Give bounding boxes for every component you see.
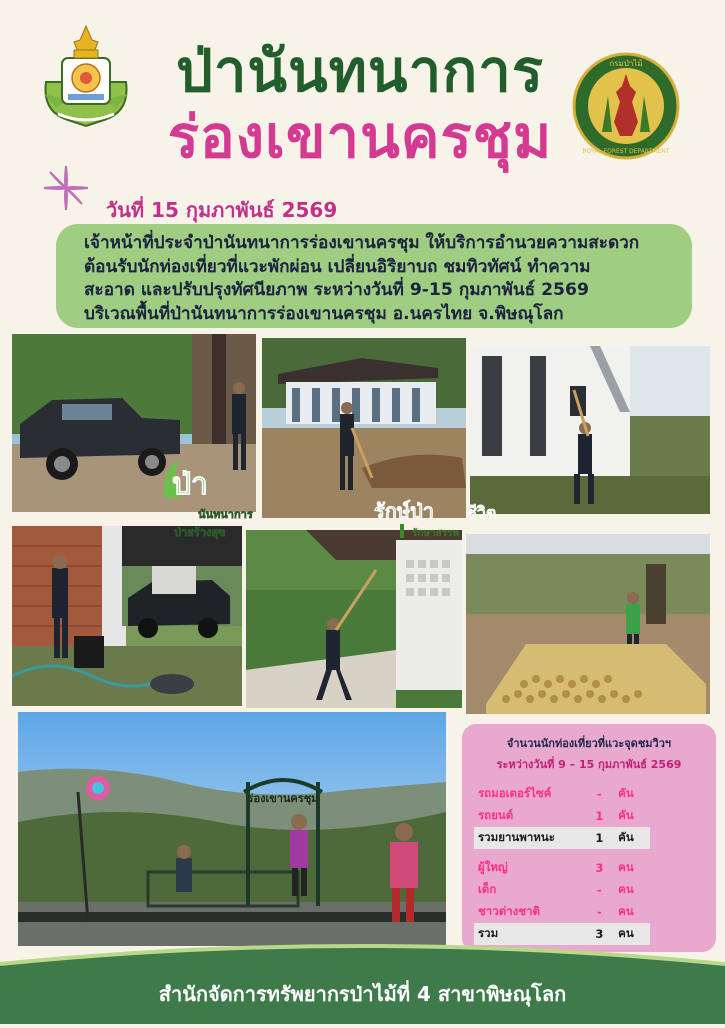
info-line-3: สะอาด และปรับปรุงทัศนียภาพ ระหว่างวันที่ 9-15 กุมภาพันธ์ 2569 <box>84 280 589 300</box>
brand-logo-pa-nanthanakan <box>158 452 278 542</box>
stat-unit: คน <box>618 882 634 896</box>
event-date: วันที่ 15 กุมภาพันธ์ 2569 <box>106 198 338 222</box>
stat-label: รวม <box>474 923 585 945</box>
table-spacer <box>474 849 650 857</box>
photo-bamboo-pile <box>466 534 710 714</box>
stat-unit: คัน <box>614 827 650 849</box>
table-row <box>474 901 650 923</box>
brand-left-word-2: นันทนาการ <box>198 508 253 521</box>
table-row <box>474 783 650 805</box>
stat-label: รถยนต์ <box>478 808 514 822</box>
stats-header: จำนวนนักท่องเที่ยวที่แวะจุดชมวิวฯ <box>506 737 672 750</box>
stat-unit: คน <box>618 904 634 918</box>
stats-date-range: ระหว่างวันที่ 9 – 15 กุมภาพันธ์ 2569 <box>496 758 682 771</box>
table-row-vehicle-total <box>474 827 650 849</box>
photo-sweeping-roof <box>246 530 462 708</box>
stat-value: 1 <box>595 809 604 823</box>
stat-unit: คัน <box>618 808 634 822</box>
visitor-stats-box <box>462 724 716 952</box>
brand-right-word-1: รักษ์ป่า <box>374 499 434 523</box>
info-line-4: บริเวณพื้นที่ป่านันทนาการร่องเขานครชุม อ.นครไทย จ.พิษณุโลก <box>84 303 564 324</box>
stat-unit: คัน <box>618 786 634 800</box>
info-box <box>56 224 692 328</box>
photo-watering <box>12 526 242 706</box>
stat-value: 1 <box>585 827 615 849</box>
title-line-1: ป่านันทนาการ <box>176 37 544 105</box>
photo-viewpoint-tourists <box>18 712 446 946</box>
stat-label: รวมยานพาหนะ <box>474 827 585 849</box>
info-line-2: ต้อนรับนักท่องเที่ยวที่แวะพักผ่อน เปลี่ยนอิริยาบถ ชมทิวทัศน์ ทำความ <box>84 256 591 277</box>
brand-right-word-3: รักษาสรรพ <box>412 528 460 539</box>
photo-pavilion-sweeping <box>262 338 466 518</box>
table-row <box>474 805 650 827</box>
viewpoint-sign-text: ร่องเขานครชุม <box>247 792 319 805</box>
brand-left-word-3: ป่าสร้างสุข <box>174 526 226 539</box>
info-line-1: เจ้าหน้าที่ประจำป่านันทนาการร่องเขานครชุม ให้บริการอำนวยความสะดวก <box>84 233 640 253</box>
sparkle-icon <box>40 162 92 214</box>
footer-organization: สำนักจัดการทรัพยากรป่าไม้ที่ 4 สาขาพิษณุโลก <box>158 982 567 1006</box>
stat-label: ผู้ใหญ่ <box>478 860 508 874</box>
stat-value: 3 <box>595 861 604 875</box>
rfd-logo-text-bottom: ROYAL FOREST DEPARTMENT <box>582 148 670 155</box>
stat-unit: คน <box>618 860 634 874</box>
stat-label: เด็ก <box>478 882 497 896</box>
stat-value: - <box>596 787 602 801</box>
title-line-2: ร่องเขานครชุม <box>167 103 553 171</box>
stat-value: 3 <box>585 923 615 945</box>
brand-logo-rak-pa <box>372 494 522 546</box>
rfd-logo-text-top: กรมป่าไม้ <box>609 59 643 68</box>
stat-label: รถมอเตอร์ไซค์ <box>478 786 552 800</box>
table-row <box>474 857 650 879</box>
table-row <box>474 879 650 901</box>
stats-table <box>474 783 650 945</box>
royal-forest-department-logo <box>572 52 680 160</box>
stat-label: ชาวต่างชาติ <box>478 904 540 918</box>
photo-building-cleaning <box>470 346 710 514</box>
page-title <box>140 38 580 170</box>
stat-unit: คน <box>614 923 650 945</box>
stat-value: - <box>596 905 602 919</box>
provincial-seal-logo <box>38 22 134 130</box>
brand-left-word-1: ป่า <box>172 467 208 502</box>
stat-value: - <box>596 883 602 897</box>
brand-right-word-2: ชีวิต <box>466 503 497 522</box>
